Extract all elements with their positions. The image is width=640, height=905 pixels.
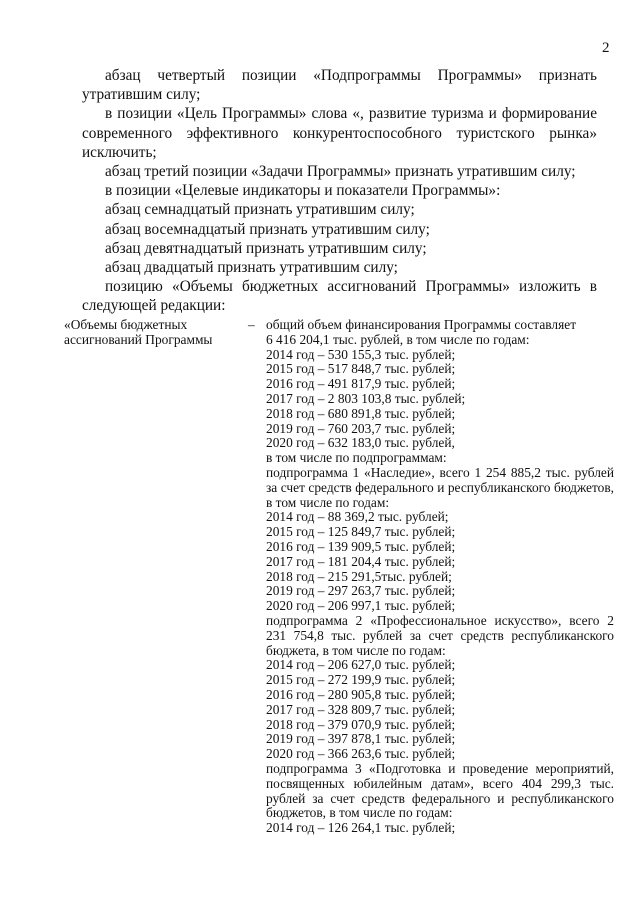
subprogram-1-heading: подпрограмма 1 «Наследие», всего 1 254 885,2 тыс. рублей за счет средств федерального и республиканского бюджетов, в том числе по годам: [266, 464, 614, 510]
budget-line: 2016 год – 280 905,8 тыс. рублей; [266, 686, 456, 702]
budget-line: 2020 год – 632 183,0 тыс. рублей, [266, 435, 455, 451]
budget-line: 2017 год – 2 803 103,8 тыс. рублей; [266, 390, 466, 406]
paragraph-4: в позиции «Целевые индикаторы и показатели Программы»: [105, 182, 501, 200]
paragraph-7: абзац девятнадцатый признать утратившим силу; [105, 239, 427, 257]
budget-line: 2014 год – 88 369,2 тыс. рублей; [266, 509, 449, 525]
budget-line: 2014 год – 206 627,0 тыс. рублей; [266, 657, 456, 673]
budget-line: 2018 год – 215 291,5тыс. рублей; [266, 568, 452, 584]
paragraph-2: в позиции «Цель Программы» слова «, развитие туризма и формирование современного эффективного конкурентоспособного туристского рынка» исключить; [82, 105, 597, 161]
budget-line: 2015 год – 272 199,9 тыс. рублей; [266, 672, 456, 688]
subprogram-3-heading: подпрограмма 3 «Подготовка и проведение мероприятий, посвященных юбилейным датам», всего 404 299,3 тыс. рублей за счет средств федерального и республиканского бюджетов, в том числе по годам: [266, 760, 614, 821]
budget-line: 2020 год – 366 263,6 тыс. рублей; [266, 746, 456, 762]
budget-line: 2016 год – 491 817,9 тыс. рублей; [266, 376, 456, 392]
dash-separator: – [248, 317, 255, 332]
intro-text [82, 66, 597, 316]
paragraph-6: абзац восемнадцатый признать утратившим силу; [105, 220, 430, 238]
budget-line: 6 416 204,1 тыс. рублей, в том числе по годам: [266, 331, 530, 347]
budget-line: общий объем финансирования Программы составляет [266, 317, 577, 332]
budget-line: 2020 год – 206 997,1 тыс. рублей; [266, 598, 456, 614]
paragraph-9: позицию «Объемы бюджетных ассигнований Программы» изложить в следующей редакции: [82, 278, 597, 315]
subprogram-2-heading: подпрограмма 2 «Профессиональное искусство», всего 2 231 754,8 тыс. рублей за счет средств республиканского бюджета, в том числе по годам: [266, 612, 614, 658]
paragraph-3: абзац третий позиции «Задачи Программы» признать утратившим силу; [105, 163, 576, 181]
budget-line: 2019 год – 297 263,7 тыс. рублей; [266, 583, 456, 599]
budget-line: 2017 год – 328 809,7 тыс. рублей; [266, 701, 456, 717]
paragraph-5: абзац семнадцатый признать утратившим силу; [105, 201, 415, 219]
budget-line: 2015 год – 125 849,7 тыс. рублей; [266, 524, 456, 540]
budget-line: 2016 год – 139 909,5 тыс. рублей; [266, 538, 456, 554]
budget-line: 2018 год – 379 070,9 тыс. рублей; [266, 716, 456, 732]
budget-line: 2014 год – 530 155,3 тыс. рублей; [266, 346, 456, 362]
position-label: «Объемы бюджетных ассигнований Программы [64, 317, 213, 347]
budget-line: 2015 год – 517 848,7 тыс. рублей; [266, 361, 456, 377]
budget-line: 2019 год – 397 878,1 тыс. рублей; [266, 731, 456, 747]
budget-line: 2019 год – 760 203,7 тыс. рублей; [266, 420, 456, 436]
budget-details [266, 318, 614, 836]
page-number: 2 [602, 40, 610, 56]
paragraph-8: абзац двадцатый признать утратившим силу; [105, 259, 398, 277]
budget-line: 2018 год – 680 891,8 тыс. рублей; [266, 405, 456, 421]
budget-line: 2017 год – 181 204,4 тыс. рублей; [266, 553, 456, 569]
budget-line: 2014 год – 126 264,1 тыс. рублей; [266, 820, 456, 836]
budget-line: в том числе по подпрограммам: [266, 450, 447, 466]
paragraph-1: абзац четвертый позиции «Подпрограммы Программы» признать утратившим силу; [82, 67, 597, 104]
